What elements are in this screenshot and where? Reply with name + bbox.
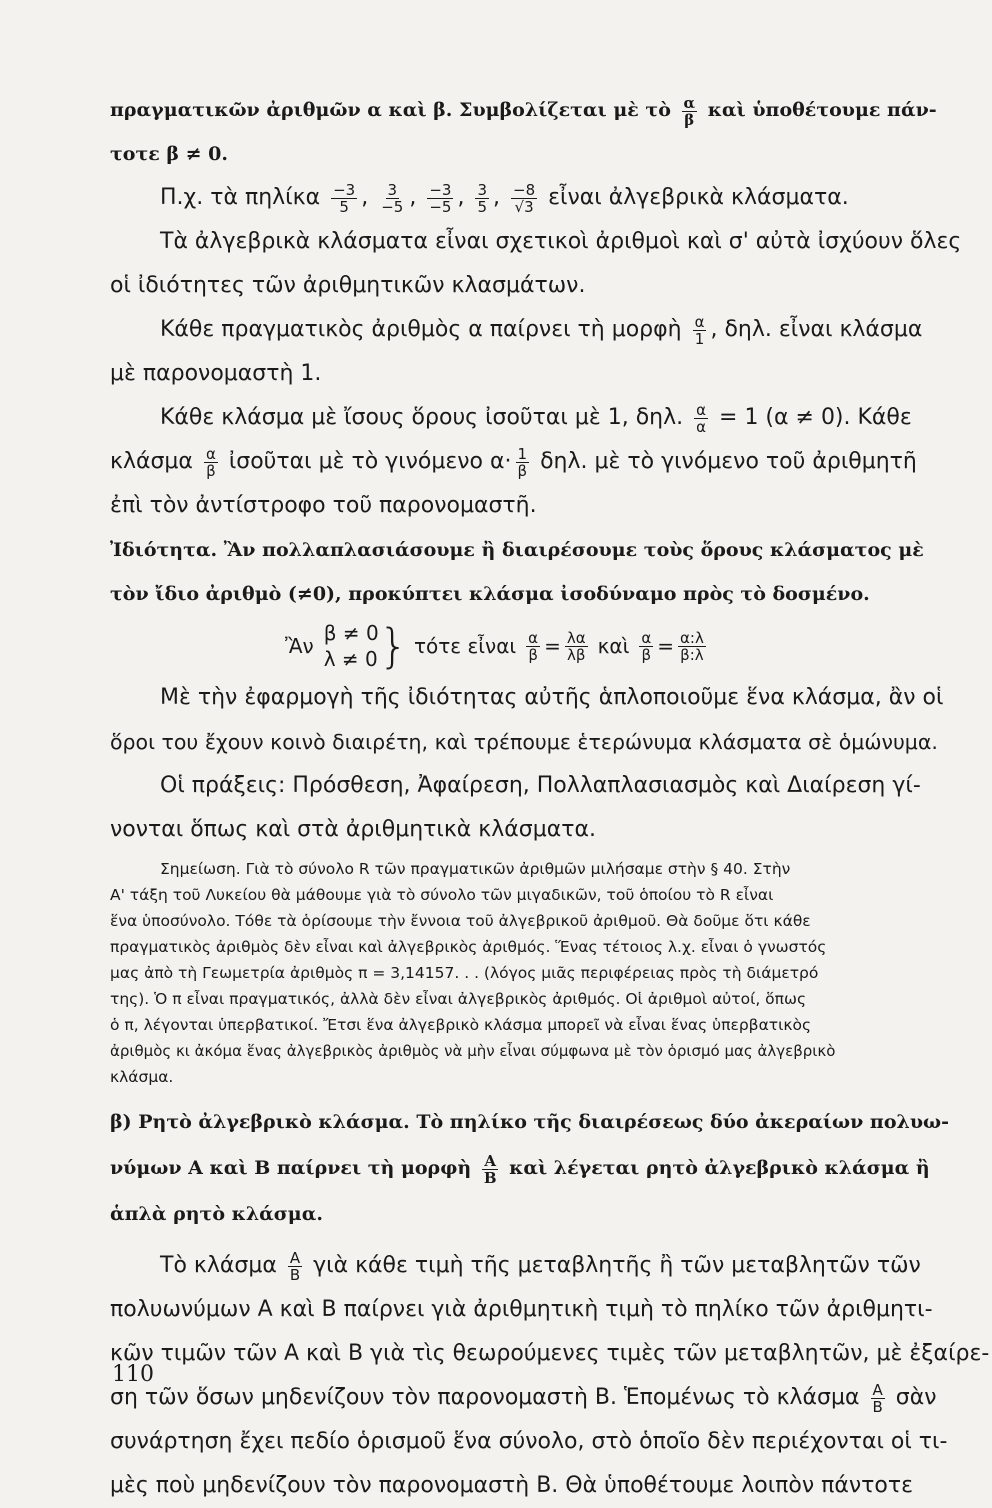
fraction [693, 314, 707, 347]
note-line: κλάσμα. [110, 1068, 174, 1086]
fraction [288, 1250, 302, 1283]
text: ση τῶν ὅσων μηδενίζουν τὸν παρονομαστὴ Β. Ἑπομένως τὸ κλάσμα [110, 1385, 860, 1410]
denominator: −5 [429, 197, 452, 216]
equals-sign: = [544, 634, 561, 658]
text-line: τοτε β ≠ 0. [110, 143, 229, 165]
book-page [110, 88, 990, 1508]
fraction [639, 630, 653, 663]
text: Κάθε πραγματικὸς ἀριθμὸς α παίρνει τὴ μορφὴ [160, 317, 682, 342]
note-line: ὁ π, λέγονται ὑπερβατικοί. Ἔτσι ἕνα ἀλγεβρικὸ κλάσμα μπορεῖ νὰ εἶναι ἕνας ὑπερβατικὸς [110, 1016, 812, 1034]
denominator: −5 [381, 197, 404, 216]
text-line: ὅροι του ἔχουν κοινὸ διαιρέτη, καὶ τρέπουμε ἑτερώνυμα κλάσματα σὲ ὁμώνυμα. [110, 730, 938, 754]
note-line: Σημείωση. Γιὰ τὸ σύνολο R τῶν πραγματικῶν ἀριθμῶν μιλήσαμε στὴν § 40. Στὴν [160, 860, 791, 878]
fraction [379, 182, 405, 215]
numerator: α [696, 400, 707, 419]
property-equation [110, 616, 960, 676]
fraction [678, 630, 706, 663]
conditions [324, 620, 379, 672]
text-line: κῶν τιμῶν τῶν Α καὶ Β γιὰ τὶς θεωρούμενες τιμὲς τῶν μεταβλητῶν, μὲ ἐξαίρε- [110, 1341, 990, 1366]
note-line: μας ἀπὸ τὴ Γεωμετρία ἀριθμὸς π = 3,14157. . . (λόγος μιᾶς περιφέρειας πρὸς τὴ διάμετρό [110, 964, 819, 982]
numerator: −8 [513, 180, 536, 199]
text: τότε εἶναι [413, 634, 517, 658]
fraction [331, 182, 357, 215]
text-line: τὸν ἴδιο ἀριθμὸ (≠0), προκύπτει κλάσμα ἰσοδύναμο πρὸς τὸ δοσμένο. [110, 583, 870, 605]
text: κλάσμα [110, 449, 193, 474]
text: ἰσοῦται μὲ τὸ γινόμενο α· [228, 449, 512, 474]
denominator: β:λ [680, 645, 704, 664]
denominator: 5 [339, 197, 349, 216]
text-line [110, 1376, 960, 1420]
text: Τὸ κλάσμα [160, 1253, 277, 1278]
note-line: πραγματικὸς ἀριθμὸς δὲν εἶναι καὶ ἀλγεβρικὸς ἀριθμός. Ἕνας τέτοιος λ.χ. εἶναι ὁ γνωστός [110, 938, 827, 956]
denominator: β [528, 645, 538, 664]
denominator: β [684, 110, 695, 129]
text-line: μὲ παρονομαστὴ 1. [110, 361, 322, 386]
denominator: Β [483, 1168, 497, 1187]
text: εἶναι ἀλγεβρικὰ κλάσματα. [548, 185, 849, 210]
fraction [475, 182, 489, 215]
denominator: α [696, 417, 707, 436]
text: καὶ ὑποθέτουμε πάν- [707, 99, 937, 121]
denominator: Β [289, 1265, 301, 1284]
numerator: Α [872, 1380, 883, 1399]
numerator: α [694, 312, 705, 331]
text: πραγματικῶν ἀριθμῶν α καὶ β. Συμβολίζεται μὲ τὸ [110, 99, 671, 121]
text: Ἂν [285, 634, 314, 658]
text: καὶ λέγεται ρητὸ ἀλγεβρικὸ κλάσμα ἢ [509, 1157, 930, 1179]
fraction [204, 446, 218, 479]
fraction [511, 182, 537, 215]
numerator: Α [484, 1151, 496, 1170]
numerator: −3 [333, 180, 356, 199]
text: νύμων Α καὶ Β παίρνει τὴ μορφὴ [110, 1157, 472, 1179]
denominator: 1 [694, 329, 705, 348]
numerator: α:λ [680, 628, 704, 647]
numerator: 3 [477, 180, 488, 199]
denominator: λβ [566, 645, 586, 664]
denominator: Β [872, 1397, 883, 1416]
section-heading: β) Ρητὸ ἀλγεβρικὸ κλάσμα. Τὸ πηλίκο τῆς διαιρέσεως δύο ἀκεραίων πολυω- [110, 1111, 949, 1133]
numerator: λα [566, 628, 586, 647]
text: , δηλ. εἶναι κλάσμα [710, 317, 923, 342]
note-line: Α' τάξη τοῦ Λυκείου θὰ μάθουμε γιὰ τὸ σύνολο τῶν μιγαδικῶν, τοῦ ὁποίου τὸ R εἶναι [110, 886, 774, 904]
text-line [110, 1244, 960, 1288]
fraction [526, 630, 540, 663]
text-line [110, 88, 960, 132]
numerator: α [528, 628, 539, 647]
text: σὰν [895, 1385, 937, 1410]
fraction [482, 1153, 499, 1186]
page-number: 110 [112, 1362, 154, 1387]
text: = 1 (α ≠ 0). Κάθε [719, 405, 912, 430]
denominator: β [517, 461, 528, 480]
equals-sign: = [657, 634, 674, 658]
text-line: ἐπὶ τὸν ἀντίστροφο τοῦ παρονομαστῆ. [110, 493, 537, 518]
text-line [110, 440, 960, 484]
numerator: 3 [387, 180, 398, 199]
fraction [682, 95, 698, 128]
numerator: α [205, 444, 216, 463]
text-line: νονται ὅπως καὶ στὰ ἀριθμητικὰ κλάσματα. [110, 817, 596, 842]
text-line [110, 1144, 960, 1192]
numerator: 1 [517, 444, 528, 463]
examples-line: Π.χ. τὰ πηλίκα $\frac{-3}{5}$ , $\frac{3}{-5}$ , $\frac{-3}{-5}$ , $\frac{3}{5}$ , $\frac{-8}{√3}$ εἶναι ἀλγεβρικὰ κλάσματα. [160, 180, 849, 216]
fraction [565, 630, 588, 663]
text-line: Μὲ τὴν ἐφαρμογὴ τῆς ἰδιότητας αὐτῆς ἁπλοποιοῦμε ἕνα κλάσμα, ἂν οἱ [160, 685, 944, 710]
numerator: α [683, 93, 696, 112]
text-line: Οἱ πράξεις: Πρόσθεση, Ἀφαίρεση, Πολλαπλασιασμὸς καὶ Διαίρεση γί- [160, 773, 921, 798]
note-line: ἀριθμὸς κι ἀκόμα ἕνας ἀλγεβρικὸς ἀριθμὸς νὰ μὴν εἶναι σύμφωνα μὲ τὸν ὁρισμό μας ἀλγεβρικὸ [110, 1042, 836, 1060]
brace: } [378, 619, 408, 673]
text: Κάθε κλάσμα μὲ ἴσους ὅρους ἰσοῦται μὲ 1, δηλ. [160, 405, 684, 430]
fraction [516, 446, 530, 479]
denominator: β [641, 645, 652, 664]
text: γιὰ κάθε τιμὴ τῆς μεταβλητῆς ἢ τῶν μεταβλητῶν τῶν [313, 1253, 921, 1278]
numerator: Α [289, 1248, 301, 1267]
text: καὶ [597, 634, 630, 658]
condition: λ ≠ 0 [323, 647, 378, 671]
fraction [427, 182, 453, 215]
note-line: ἕνα ὑποσύνολο. Τόθε τὰ ὁρίσουμε τὴν ἔννοια τοῦ ἀλγεβρικοῦ ἀριθμοῦ. Θὰ δοῦμε ὅτι κάθε [110, 912, 811, 930]
text-line: πολυωνύμων Α καὶ Β παίρνει γιὰ ἀριθμητικὴ τιμὴ τὸ πηλίκο τῶν ἀριθμητι- [110, 1297, 933, 1322]
text-line: μὲς ποὺ μηδενίζουν τὸν παρονομαστὴ Β. Θὰ ὑποθέτουμε λοιπὸν πάντοτε [110, 1473, 913, 1498]
denominator: β [206, 461, 216, 480]
text-line: Τὰ ἀλγεβρικὰ κλάσματα εἶναι σχετικοὶ ἀριθμοὶ καὶ σ' αὐτὰ ἰσχύουν ὅλες [160, 229, 962, 254]
text-line: συνάρτηση ἔχει πεδίο ὁρισμοῦ ἕνα σύνολο, στὸ ὁποῖο δὲν περιέχονται οἱ τι- [110, 1429, 948, 1454]
note-line: της). Ὁ π εἶναι πραγματικός, ἀλλὰ δὲν εἶναι ἀλγεβρικὸς ἀριθμός. Οἱ ἀριθμοὶ αὐτοί, ὅπως [110, 990, 807, 1008]
denominator: √3 [514, 197, 534, 216]
text-line [110, 308, 960, 352]
denominator: 5 [477, 197, 488, 216]
fraction [694, 402, 708, 435]
condition: β ≠ 0 [323, 621, 379, 645]
numerator: α [641, 628, 652, 647]
text: δηλ. μὲ τὸ γινόμενο τοῦ ἀριθμητῆ [540, 449, 917, 474]
property-heading: Ἰδιότητα. Ἂν πολλαπλασιάσουμε ἢ διαιρέσουμε τοὺς ὅρους κλάσματος μὲ [110, 539, 924, 561]
text: Π.χ. τὰ πηλίκα [160, 185, 321, 210]
text-line [110, 396, 960, 440]
note-block [110, 856, 960, 1090]
text-line: οἱ ἰδιότητες τῶν ἀριθμητικῶν κλασμάτων. [110, 273, 586, 298]
numerator: −3 [429, 180, 452, 199]
fraction [871, 1382, 885, 1415]
text-line: ἁπλὰ ρητὸ κλάσμα. [110, 1203, 323, 1225]
